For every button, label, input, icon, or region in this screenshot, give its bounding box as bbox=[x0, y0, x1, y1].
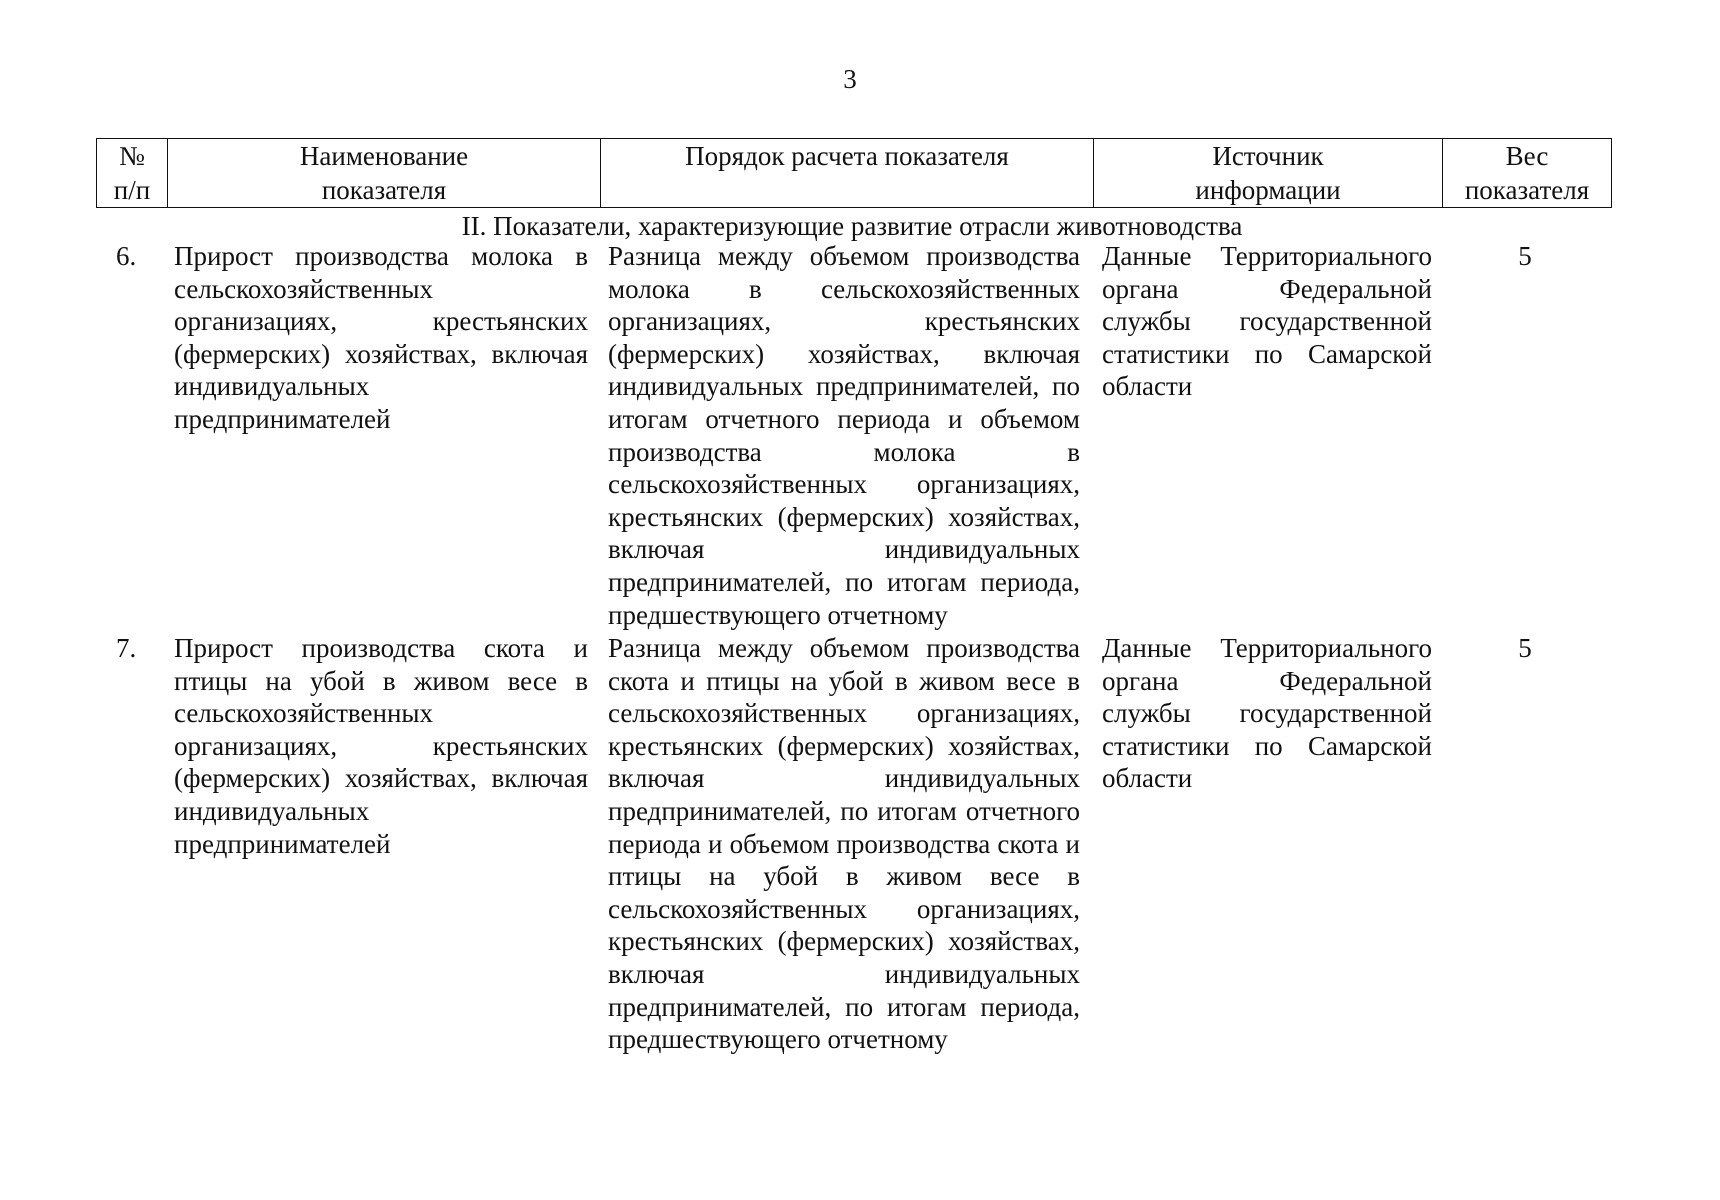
header-method bbox=[601, 139, 1094, 208]
header-num-line2: п/п bbox=[113, 175, 151, 205]
header-source bbox=[1094, 139, 1443, 208]
header-num bbox=[97, 139, 168, 208]
header-weight bbox=[1443, 139, 1612, 208]
row-num: 7. bbox=[116, 633, 137, 663]
header-weight-line2: показателя bbox=[1464, 175, 1590, 205]
header-method-text: Порядок расчета показателя bbox=[685, 141, 1009, 171]
row-source: Данные Территориального органа Федеральной службы государственной статистики по Самарской области bbox=[1102, 241, 1432, 402]
header-name bbox=[168, 139, 601, 208]
header-num-line1: № bbox=[119, 141, 145, 171]
row-weight: 5 bbox=[1518, 633, 1532, 663]
row-method: Разница между объемом производства молока в сельскохозяйственных организациях, крестьянских (фермерских) хозяйствах, включая индивидуальных предпринимателей, по итогам отчетного периода и объемом производства молока в сельскохозяйственных организациях, крестьянских (фермерских) хозяйствах, включая индивидуальных предпринимателей, по итогам периода, предшествующего отчетному bbox=[608, 241, 1080, 630]
page-number: 3 bbox=[843, 64, 857, 94]
row-name: Прирост производства скота и птицы на убой в живом весе в сельскохозяйственных организациях, крестьянских (фермерских) хозяйствах, включая индивидуальных предпринимателей bbox=[174, 633, 588, 859]
row-source: Данные Территориального органа Федеральной службы государственной статистики по Самарской области bbox=[1102, 633, 1432, 794]
header-weight-line1: Вес bbox=[1505, 141, 1549, 171]
row-method: Разница между объемом производства скота и птицы на убой в живом весе в сельскохозяйственных организациях, крестьянских (фермерских) хозяйствах, включая индивидуальных предпринимателей, по итогам отчетного периода и объемом производства скота и птицы на убой в живом весе в сельскохозяйственных организациях, крестьянских (фермерских) хозяйствах, включая индивидуальных предпринимателей, по итогам периода, предшествующего отчетному bbox=[608, 633, 1080, 1055]
header-source-line1: Источник bbox=[1212, 141, 1324, 171]
row-name: Прирост производства молока в сельскохозяйственных организациях, крестьянских (фермерских) хозяйствах, включая индивидуальных предпринимателей bbox=[174, 241, 588, 434]
section-title: II. Показатели, характеризующие развитие отрасли животноводства bbox=[461, 211, 1243, 241]
table-header-row bbox=[97, 139, 1612, 208]
header-name-line2: показателя bbox=[321, 175, 447, 205]
table-header bbox=[96, 138, 1612, 208]
header-name-line1: Наименование bbox=[299, 141, 469, 171]
row-num: 6. bbox=[116, 241, 137, 271]
header-source-line2: информации bbox=[1195, 175, 1341, 205]
row-weight: 5 bbox=[1518, 241, 1532, 271]
